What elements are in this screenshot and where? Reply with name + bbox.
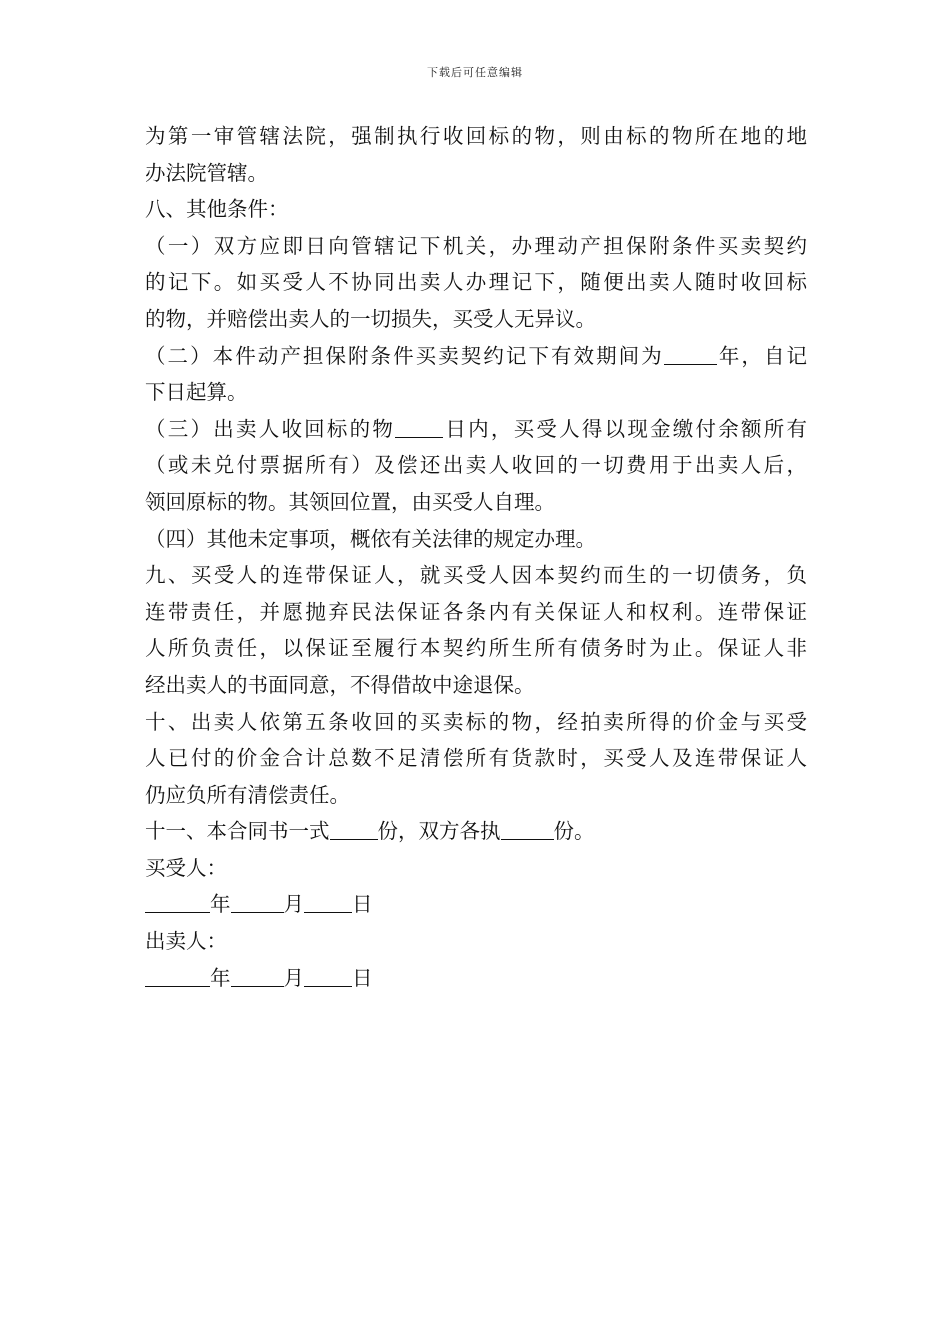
text-line: 下日起算。 (145, 380, 248, 405)
year-blank (145, 892, 210, 913)
text-segment: 日内，买受人得以现金缴付余额所有 (443, 416, 807, 441)
text-line: 十、出卖人依第五条收回的买卖标的物，经拍卖所得的价金与买受 (145, 709, 807, 734)
day-blank (304, 966, 352, 987)
text-line: 仍应负所有清偿责任。 (145, 782, 350, 807)
text-line-with-blank (145, 411, 807, 448)
contract-body (145, 118, 807, 996)
seller-date-line (145, 960, 807, 997)
text-line: （四）其他未定事项，概依有关法律的规定办理。 (145, 526, 596, 551)
fill-in-blank (330, 819, 378, 840)
text-line: 经出卖人的书面同意，不得借故中途退保。 (145, 672, 535, 697)
text-line: 九、买受人的连带保证人，就买受人因本契约而生的一切债务，负 (145, 563, 807, 588)
buyer-date-line (145, 886, 807, 923)
day-blank (304, 892, 352, 913)
text-segment: 年，自记 (716, 343, 807, 368)
text-line: 办法院管辖。 (145, 160, 268, 185)
text-line: 人已付的价金合计总数不足清偿所有货款时，买受人及连带保证人 (145, 746, 807, 771)
text-segment: 十一、本合同书一式 (145, 819, 330, 844)
text-line: 连带责任，并愿抛弃民法保证各条内有关保证人和权利。连带保证 (145, 599, 807, 624)
text-line-with-blank (145, 338, 807, 375)
text-segment: （二）本件动产担保附条件买卖契约记下有效期间为 (145, 343, 664, 368)
month-label: 月 (283, 965, 304, 990)
text-segment: 份，双方各执 (377, 819, 501, 844)
seller-label: 出卖人： (145, 929, 227, 954)
text-segment: 份。 (553, 819, 595, 844)
text-line: 为第一审管辖法院，强制执行收回标的物，则由标的物所在地的地 (145, 124, 807, 148)
day-label: 日 (352, 965, 373, 990)
copies-line (145, 813, 807, 850)
month-blank (231, 966, 284, 987)
fill-in-blank (395, 417, 443, 438)
fill-in-blank (501, 819, 554, 840)
text-line: （一）双方应即日向管辖记下机关，办理动产担保附条件买卖契约 (145, 233, 807, 258)
text-line: 领回原标的物。其领回位置，由买受人自理。 (145, 489, 555, 514)
text-line: （或未兑付票据所有）及偿还出卖人收回的一切费用于出卖人后， (145, 453, 807, 478)
header-note: 下载后可任意编辑 (427, 66, 523, 79)
month-blank (231, 892, 284, 913)
buyer-label: 买受人： (145, 855, 227, 880)
text-line: 的记下。如买受人不协同出卖人办理记下，随便出卖人随时收回标 (145, 270, 807, 295)
year-label: 年 (210, 965, 231, 990)
year-blank (145, 966, 210, 987)
text-segment: （三）出卖人收回标的物 (145, 416, 396, 441)
text-line: 人所负责任，以保证至履行本契约所生所有债务时为止。保证人非 (145, 636, 807, 661)
day-label: 日 (352, 892, 373, 917)
fill-in-blank (664, 344, 717, 365)
text-line: 的物，并赔偿出卖人的一切损失，买受人无异议。 (145, 306, 596, 331)
month-label: 月 (283, 892, 304, 917)
year-label: 年 (210, 892, 231, 917)
section-heading-eight: 八、其他条件： (145, 197, 289, 222)
